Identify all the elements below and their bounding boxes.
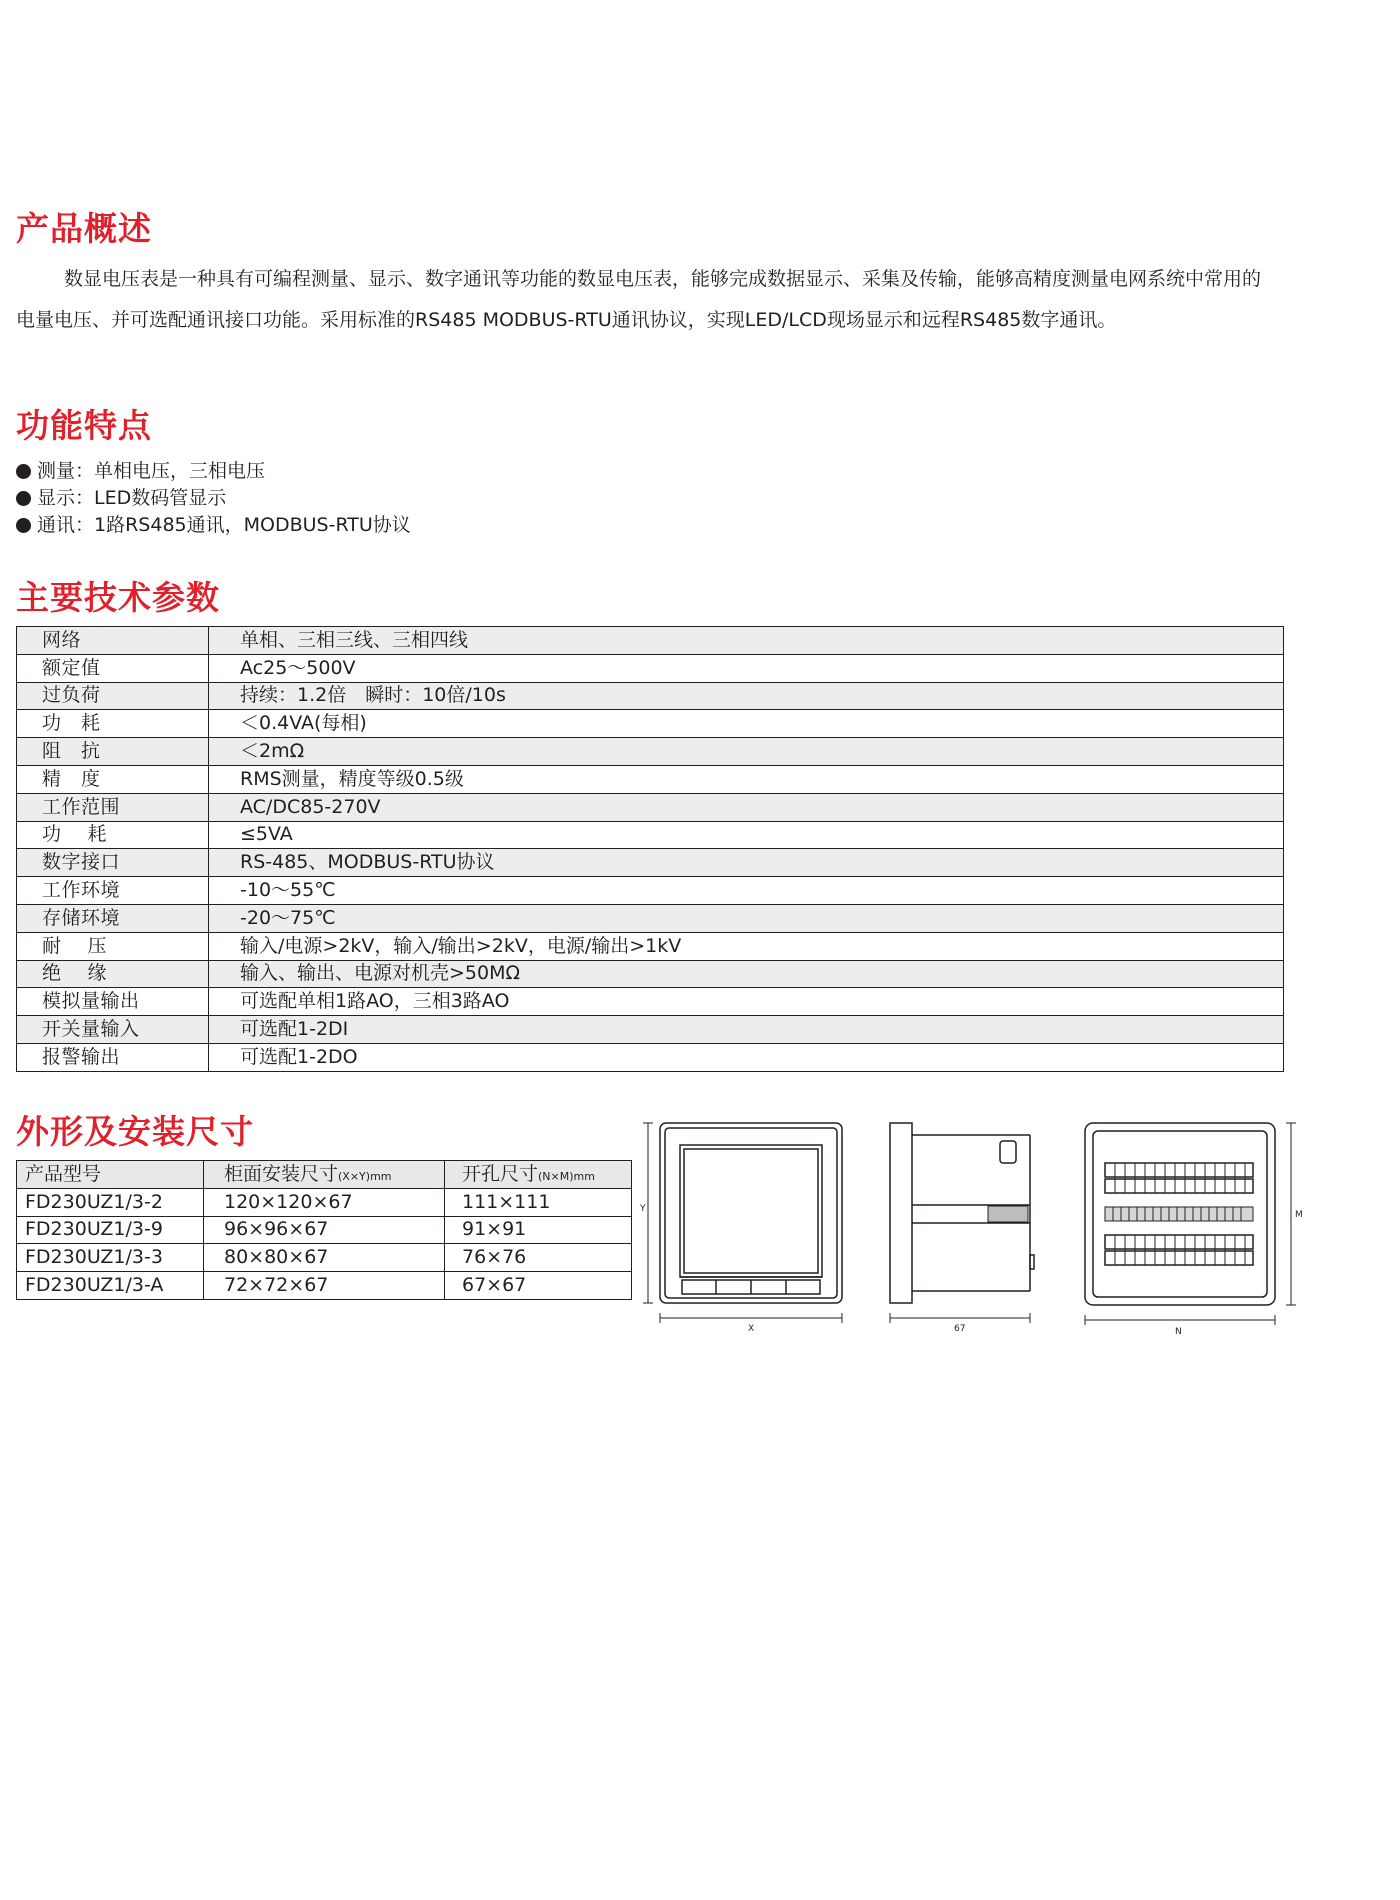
table-row <box>17 1216 632 1244</box>
table-row <box>17 1272 632 1300</box>
spec-value: -20～75℃ <box>209 904 1284 932</box>
model-cell: FD230UZ1/3-3 <box>17 1244 204 1272</box>
table-row <box>17 1188 632 1216</box>
front-view-drawing <box>640 1115 850 1335</box>
spec-value: 可选配1-2DO <box>209 1043 1284 1071</box>
cutout-cell: 76×76 <box>445 1244 632 1272</box>
feature-text: 显示：LED数码管显示 <box>37 487 227 509</box>
spec-key: 功 耗 <box>17 710 209 738</box>
spec-value: AC/DC85-270V <box>209 793 1284 821</box>
spec-value: RMS测量，精度等级0.5级 <box>209 765 1284 793</box>
bullet-icon <box>16 491 31 506</box>
overview-text-body: 数显电压表是一种具有可编程测量、显示、数字通讯等功能的数显电压表，能够完成数据显示、采集及传输，能够高精度测量电网系统中常用的电量电压、并可选配通讯接口功能。采用标准的RS485 MODBUS-RTU通讯协议，实现LED/LCD现场显示和远程RS485数字通讯。 <box>16 268 1262 331</box>
table-row <box>17 682 1284 710</box>
spec-key: 绝 缘 <box>17 960 209 988</box>
header-panel-label: 柜面安装尺寸 <box>224 1162 339 1185</box>
overview-title: 产品概述 <box>16 209 152 248</box>
table-header-row <box>17 1161 632 1189</box>
table-row <box>17 710 1284 738</box>
table-row <box>17 765 1284 793</box>
m-label: M <box>1295 1210 1303 1220</box>
table-row <box>17 1244 632 1272</box>
panel-cell: 80×80×67 <box>204 1244 445 1272</box>
header-panel-unit: (X×Y)mm <box>338 1169 392 1183</box>
spec-value: 可选配1-2DI <box>209 1016 1284 1044</box>
features-list <box>16 458 411 539</box>
header-model: 产品型号 <box>17 1161 204 1189</box>
table-row <box>17 738 1284 766</box>
spec-key: 网络 <box>17 627 209 655</box>
specs-table <box>16 626 1284 1072</box>
spec-value: Ac25～500V <box>209 654 1284 682</box>
model-cell: FD230UZ1/3-2 <box>17 1188 204 1216</box>
spec-value: RS-485、MODBUS-RTU协议 <box>209 849 1284 877</box>
dimensions-table <box>16 1160 632 1300</box>
header-panel <box>204 1161 445 1189</box>
spec-value: 可选配单相1路AO，三相3路AO <box>209 988 1284 1016</box>
spec-key: 数字接口 <box>17 849 209 877</box>
header-cutout <box>445 1161 632 1189</box>
table-row <box>17 1043 1284 1071</box>
spec-value: ≤5VA <box>209 821 1284 849</box>
spec-key: 模拟量输出 <box>17 988 209 1016</box>
table-row <box>17 793 1284 821</box>
features-title: 功能特点 <box>16 406 152 445</box>
panel-cell: 96×96×67 <box>204 1216 445 1244</box>
spec-value: 输入/电源>2kV，输入/输出>2kV，电源/输出>1kV <box>209 932 1284 960</box>
spec-key: 功 耗 <box>17 821 209 849</box>
table-row <box>17 960 1284 988</box>
panel-cell: 72×72×67 <box>204 1272 445 1300</box>
table-row <box>17 988 1284 1016</box>
y-label: Y <box>640 1204 646 1214</box>
header-cutout-unit: (N×M)mm <box>538 1169 595 1183</box>
spec-key: 耐 压 <box>17 932 209 960</box>
feature-item <box>16 458 411 485</box>
spec-value: 单相、三相三线、三相四线 <box>209 627 1284 655</box>
cutout-cell: 91×91 <box>445 1216 632 1244</box>
spec-key: 报警输出 <box>17 1043 209 1071</box>
table-row <box>17 821 1284 849</box>
table-row <box>17 849 1284 877</box>
spec-value: ＜0.4VA(每相) <box>209 710 1284 738</box>
cutout-cell: 67×67 <box>445 1272 632 1300</box>
bullet-icon <box>16 518 31 533</box>
rear-view-drawing <box>1075 1115 1310 1340</box>
spec-value: -10～55℃ <box>209 877 1284 905</box>
table-row <box>17 1016 1284 1044</box>
spec-key: 额定值 <box>17 654 209 682</box>
spec-key: 阻 抗 <box>17 738 209 766</box>
spec-value: 持续：1.2倍 瞬时：10倍/10s <box>209 682 1284 710</box>
spec-key: 工作范围 <box>17 793 209 821</box>
spec-key: 存储环境 <box>17 904 209 932</box>
cutout-cell: 111×111 <box>445 1188 632 1216</box>
header-cutout-label: 开孔尺寸 <box>462 1162 539 1185</box>
table-row <box>17 654 1284 682</box>
table-row <box>17 904 1284 932</box>
table-row <box>17 627 1284 655</box>
dimensions-title: 外形及安装尺寸 <box>16 1112 254 1151</box>
overview-text <box>16 259 1276 341</box>
spec-key: 精 度 <box>17 765 209 793</box>
feature-item <box>16 512 411 539</box>
spec-value: 输入、输出、电源对机壳>50MΩ <box>209 960 1284 988</box>
side-view-drawing <box>880 1115 1050 1335</box>
spec-key: 工作环境 <box>17 877 209 905</box>
bullet-icon <box>16 464 31 479</box>
table-row <box>17 877 1284 905</box>
table-row <box>17 932 1284 960</box>
feature-text: 测量：单相电压，三相电压 <box>37 460 266 482</box>
n-label: N <box>1175 1327 1182 1337</box>
spec-key: 过负荷 <box>17 682 209 710</box>
feature-item <box>16 485 411 512</box>
x-label: X <box>748 1324 755 1334</box>
specs-title: 主要技术参数 <box>16 578 220 617</box>
depth-label: 67 <box>954 1324 966 1334</box>
feature-text: 通讯：1路RS485通讯，MODBUS-RTU协议 <box>37 514 411 536</box>
panel-cell: 120×120×67 <box>204 1188 445 1216</box>
model-cell: FD230UZ1/3-9 <box>17 1216 204 1244</box>
spec-value: ＜2mΩ <box>209 738 1284 766</box>
model-cell: FD230UZ1/3-A <box>17 1272 204 1300</box>
spec-key: 开关量输入 <box>17 1016 209 1044</box>
